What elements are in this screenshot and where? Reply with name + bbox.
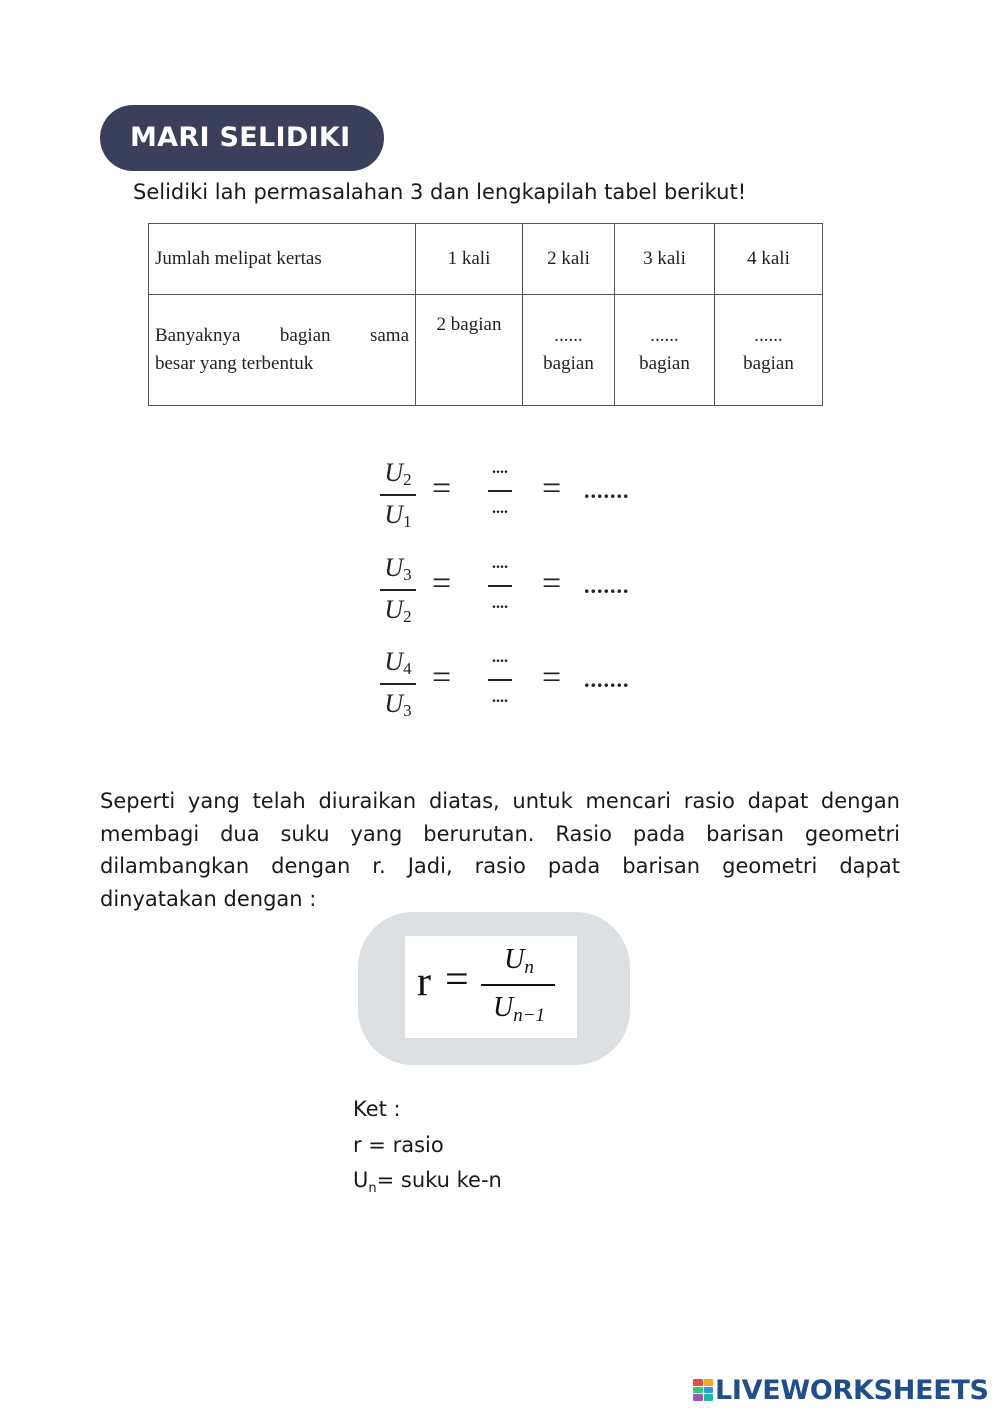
blank-result[interactable]: ....... xyxy=(584,573,630,598)
formula-lhs: r xyxy=(417,959,431,1005)
formula-num-base: U xyxy=(504,944,525,975)
legend-un-base: U xyxy=(353,1168,369,1192)
legend-un-index: n xyxy=(368,1181,377,1197)
denominator-index: 1 xyxy=(403,512,412,531)
formula-numerator xyxy=(481,944,557,979)
explanation-paragraph: Seperti yang telah diuraikan diatas, untuk mencari rasio dapat dengan membagi dua suku yang berurutan. Rasio pada barisan geometri dilambangkan dengan r. Jadi, rasio pada barisan geometri dapat dinyatakan dengan : xyxy=(100,789,900,911)
equals-sign: = xyxy=(432,470,452,507)
table-row xyxy=(149,224,823,295)
numerator-index: 4 xyxy=(403,659,412,678)
blank-numerator: .... xyxy=(492,555,508,572)
row-label-line2: besar yang terbentuk xyxy=(155,353,314,374)
fold-count-4: 4 kali xyxy=(715,224,823,295)
row-label-parts xyxy=(149,295,416,406)
fold-count-3: 3 kali xyxy=(615,224,715,295)
numerator-index: 3 xyxy=(403,565,412,584)
formula-den-base: U xyxy=(492,992,514,1023)
blank-dots: ...... xyxy=(554,325,583,346)
denominator: U xyxy=(384,595,404,624)
unit-label: bagian xyxy=(543,353,594,374)
ratio-formula xyxy=(405,936,577,1038)
equals-sign: = xyxy=(432,565,452,602)
parts-answer-3[interactable] xyxy=(615,295,715,406)
numerator-index: 2 xyxy=(403,470,412,489)
blank-denominator: .... xyxy=(492,595,508,612)
unit-label: bagian xyxy=(743,353,794,374)
logo-text: LIVEWORKSHEETS xyxy=(715,1374,989,1406)
legend-line-r: r = rasio xyxy=(353,1132,444,1157)
numerator: U xyxy=(384,553,404,582)
unit-label: bagian xyxy=(639,353,690,374)
row-label-folds: Jumlah melipat kertas xyxy=(149,224,416,295)
blank-dots: ...... xyxy=(754,325,783,346)
formula-equals: = xyxy=(445,957,469,1003)
denominator: U xyxy=(384,689,404,718)
formula-num-index: n xyxy=(524,957,534,978)
row-label-line1: Banyaknya bagian sama xyxy=(155,325,409,346)
legend-line-un xyxy=(353,1163,502,1207)
blank-numerator: .... xyxy=(492,460,508,477)
fold-count-1: 1 kali xyxy=(416,224,523,295)
formula-den-index: n−1 xyxy=(513,1005,546,1026)
denominator: U xyxy=(384,500,404,529)
section-badge: MARI SELIDIKI xyxy=(100,105,384,171)
logo-grid-icon xyxy=(693,1379,713,1401)
parts-value-1 xyxy=(416,295,523,406)
formula-denominator xyxy=(481,992,557,1027)
equals-sign: = xyxy=(542,659,562,696)
fold-count-2: 2 kali xyxy=(523,224,615,295)
blank-dots: ...... xyxy=(650,325,679,346)
equals-sign: = xyxy=(542,565,562,602)
blank-result[interactable]: ....... xyxy=(584,667,630,692)
liveworksheets-logo xyxy=(693,1374,989,1406)
parts-answer-2[interactable] xyxy=(523,295,615,406)
legend-title: Ket : xyxy=(353,1097,401,1121)
legend xyxy=(353,1092,502,1207)
denominator-index: 2 xyxy=(403,607,412,626)
legend-un-text: = suku ke-n xyxy=(376,1168,502,1192)
parts-answer-4[interactable] xyxy=(715,295,823,406)
blank-denominator: .... xyxy=(492,689,508,706)
instruction-text: Selidiki lah permasalahan 3 dan lengkapilah tabel berikut! xyxy=(133,180,747,204)
blank-numerator: .... xyxy=(492,649,508,666)
table-row xyxy=(149,295,823,406)
formula-box xyxy=(358,912,630,1065)
equals-sign: = xyxy=(542,470,562,507)
blank-result[interactable]: ....... xyxy=(584,478,630,503)
numerator: U xyxy=(384,647,404,676)
folding-table xyxy=(148,223,823,406)
equals-sign: = xyxy=(432,659,452,696)
denominator-index: 3 xyxy=(403,701,412,720)
parts-value-text: 2 bagian xyxy=(436,314,502,335)
blank-denominator: .... xyxy=(492,500,508,517)
numerator: U xyxy=(384,458,404,487)
